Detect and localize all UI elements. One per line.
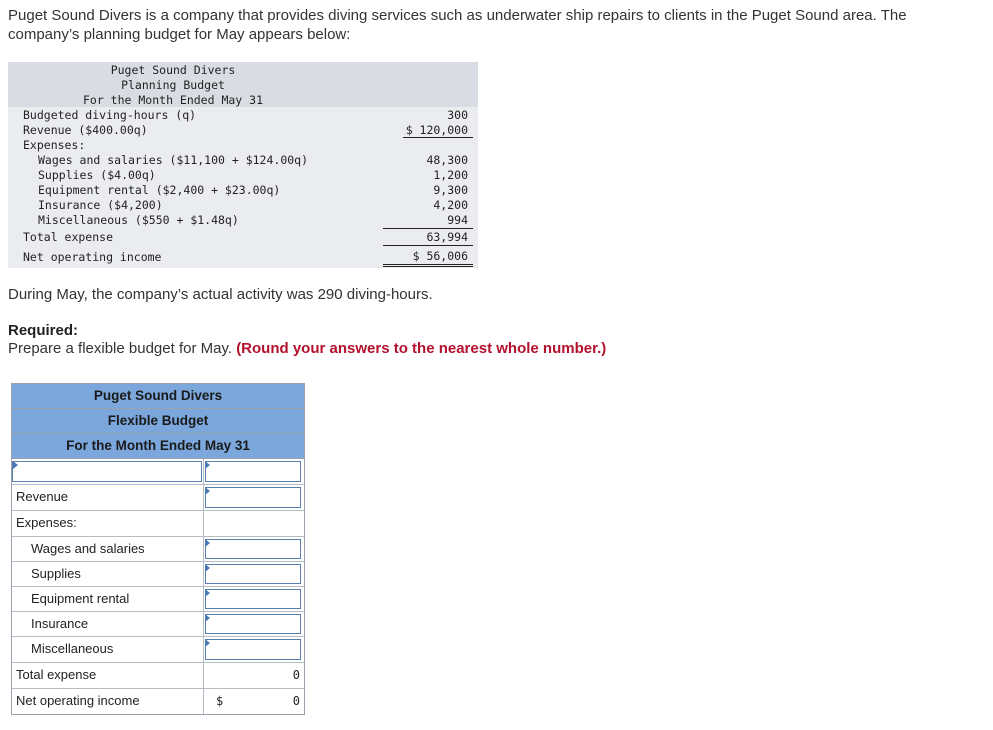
pb-title-statement: Planning Budget <box>121 78 225 92</box>
pb-wages-value: 48,300 <box>426 153 468 167</box>
fb-net-income-cell <box>204 689 304 714</box>
pb-supplies-label: Supplies ($4.00q) <box>38 168 156 182</box>
fb-row-expenses <box>12 511 304 537</box>
pb-insurance-label: Insurance ($4,200) <box>38 198 163 212</box>
pb-equipment-value: 9,300 <box>433 183 468 197</box>
pb-net-underline-1 <box>383 264 473 265</box>
fb-revenue-input[interactable] <box>205 487 301 508</box>
fb-row-equipment <box>12 587 304 612</box>
problem-intro: Puget Sound Divers is a company that provides diving services such as underwater ship repairs to clients in the Puget Sound area. The company’s planning budget for May appears below: <box>8 7 907 43</box>
fb-title-period: For the Month Ended May 31 <box>12 434 304 459</box>
fb-title-statement: Flexible Budget <box>12 409 304 434</box>
pb-net-underline-2 <box>383 266 473 267</box>
fb-row-revenue <box>12 485 304 511</box>
fb-total-expense-label: Total expense <box>12 663 204 688</box>
fb-net-income-value: 0 <box>292 694 300 708</box>
pb-total-expense-label: Total expense <box>23 230 114 244</box>
fb-insurance-cell[interactable] <box>204 612 304 636</box>
fb-expenses-label: Expenses: <box>12 511 204 536</box>
pb-misc-label: Miscellaneous ($550 + $1.48q) <box>38 213 239 227</box>
fb-blank-label-marker-icon <box>13 461 18 469</box>
fb-insurance-marker-icon <box>205 614 210 622</box>
pb-net-income-value: $ 56,006 <box>412 249 468 263</box>
pb-misc-underline <box>383 228 473 229</box>
required-instructions <box>8 340 606 357</box>
fb-blank-value-input[interactable] <box>205 461 301 482</box>
fb-total-expense-cell <box>204 663 304 688</box>
fb-supplies-label: Supplies <box>12 562 204 586</box>
fb-misc-cell[interactable] <box>204 637 304 662</box>
fb-insurance-input[interactable] <box>205 614 301 634</box>
fb-wages-label: Wages and salaries <box>12 537 204 561</box>
fb-net-income-label: Net operating income <box>12 689 204 714</box>
fb-equipment-cell[interactable] <box>204 587 304 611</box>
pb-title-company: Puget Sound Divers <box>110 63 236 77</box>
fb-revenue-cell[interactable] <box>204 485 304 510</box>
fb-supplies-input[interactable] <box>205 564 301 584</box>
fb-equipment-marker-icon <box>205 589 210 597</box>
fb-blank-value-cell[interactable] <box>204 459 304 484</box>
pb-activity-label: Budgeted diving-hours (q) <box>23 108 197 122</box>
fb-row-net-income <box>12 689 304 714</box>
fb-blank-value-marker-icon <box>205 461 210 469</box>
pb-title-period: For the Month Ended May 31 <box>82 93 263 107</box>
fb-insurance-label: Insurance <box>12 612 204 636</box>
fb-equipment-input[interactable] <box>205 589 301 609</box>
pb-revenue-underline <box>403 137 473 138</box>
pb-revenue-label: Revenue ($400.00q) <box>23 123 148 137</box>
fb-wages-cell[interactable] <box>204 537 304 561</box>
fb-misc-label: Miscellaneous <box>12 637 204 662</box>
fb-row-misc <box>12 637 304 663</box>
fb-net-income-currency: $ <box>216 694 224 708</box>
required-text: Prepare a flexible budget for May. <box>8 340 233 357</box>
flexible-budget-table <box>11 383 305 715</box>
fb-row-supplies <box>12 562 304 587</box>
pb-misc-value: 994 <box>447 213 468 227</box>
fb-wages-marker-icon <box>205 539 210 547</box>
pb-total-underline <box>383 245 473 246</box>
pb-equipment-label: Equipment rental ($2,400 + $23.00q) <box>38 183 281 197</box>
pb-revenue-value: $ 120,000 <box>405 123 468 137</box>
pb-wages-label: Wages and salaries ($11,100 + $124.00q) <box>38 153 309 167</box>
fb-supplies-cell[interactable] <box>204 562 304 586</box>
pb-total-expense-value: 63,994 <box>426 230 468 244</box>
fb-blank-label-input[interactable] <box>12 461 202 482</box>
fb-equipment-label: Equipment rental <box>12 587 204 611</box>
fb-wages-input[interactable] <box>205 539 301 559</box>
pb-insurance-value: 4,200 <box>433 198 468 212</box>
fb-misc-marker-icon <box>205 639 210 647</box>
fb-revenue-marker-icon <box>205 487 210 495</box>
fb-blank-label-cell[interactable] <box>12 459 204 484</box>
fb-revenue-label: Revenue <box>12 485 204 510</box>
pb-activity-value: 300 <box>447 108 468 122</box>
pb-supplies-value: 1,200 <box>433 168 468 182</box>
fb-total-expense-value: 0 <box>292 668 300 682</box>
planning-budget <box>8 62 478 268</box>
fb-title-company: Puget Sound Divers <box>12 384 304 409</box>
fb-row-wages <box>12 537 304 562</box>
rounding-note: (Round your answers to the nearest whole number.) <box>236 340 607 357</box>
actual-activity-note: During May, the company’s actual activity was 290 diving-hours. <box>8 286 433 303</box>
pb-net-income-label: Net operating income <box>23 250 162 264</box>
fb-row-blank <box>12 459 304 485</box>
fb-expenses-cell <box>204 511 304 536</box>
fb-misc-input[interactable] <box>205 639 301 660</box>
pb-expenses-label: Expenses: <box>23 138 86 152</box>
required-heading: Required: <box>8 322 79 339</box>
fb-row-total-expense <box>12 663 304 689</box>
fb-row-insurance <box>12 612 304 637</box>
fb-supplies-marker-icon <box>205 564 210 572</box>
